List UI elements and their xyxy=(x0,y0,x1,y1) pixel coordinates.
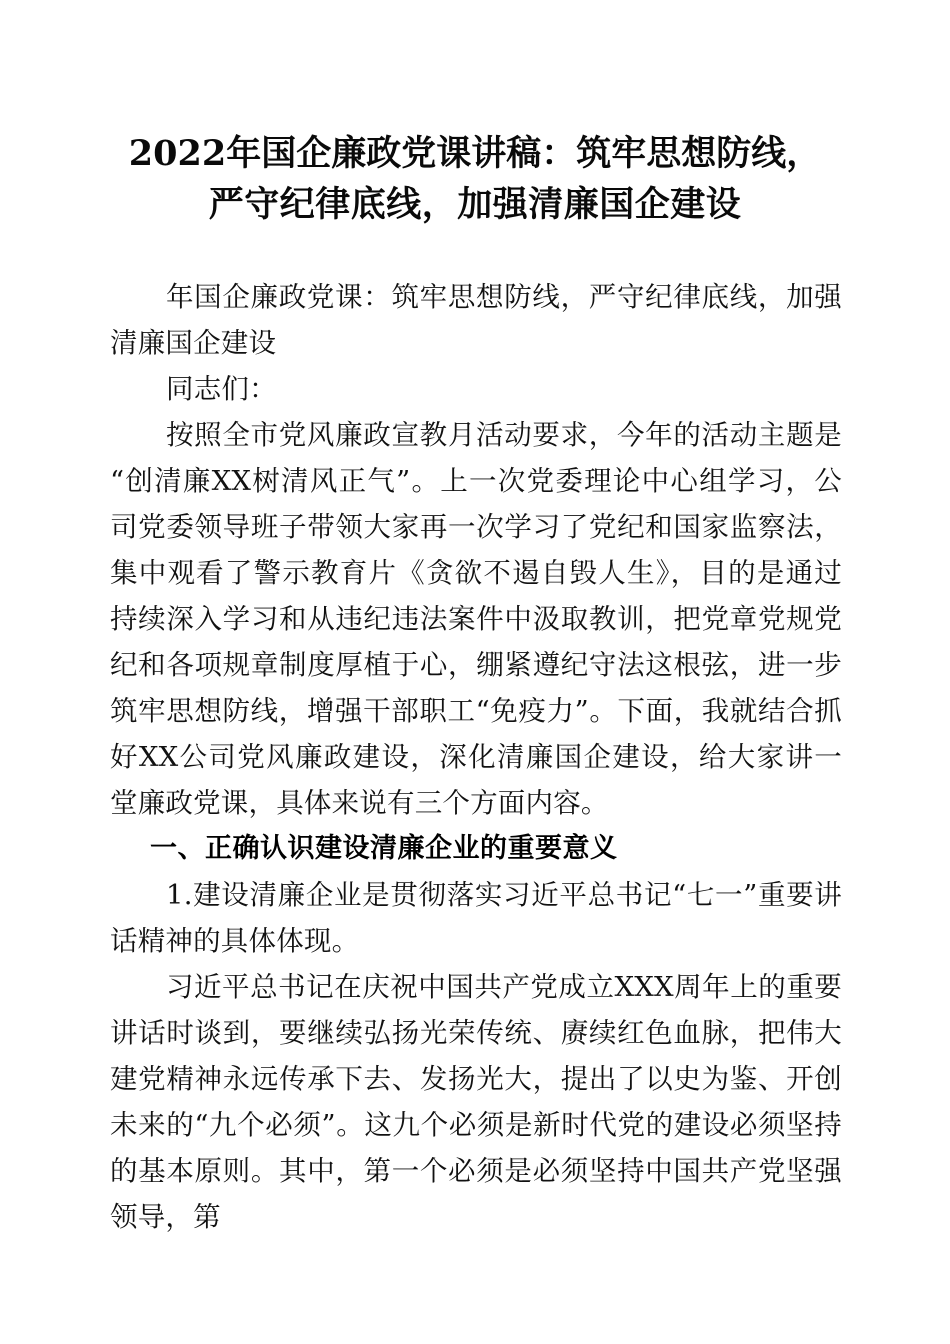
document-title-line-1: 2022年国企廉政党课讲稿：筑牢思想防线， xyxy=(128,133,822,174)
document-body xyxy=(110,274,842,1240)
paragraph-subtitle-repeat: 年国企廉政党课：筑牢思想防线，严守纪律底线，加强清廉国企建设 xyxy=(110,281,842,359)
document-title xyxy=(110,128,840,230)
document-title-line-2: 严守纪律底线，加强清廉国企建设 xyxy=(208,184,742,225)
paragraph-item-1-body: 习近平总书记在庆祝中国共产党成立XXX周年上的重要讲话时谈到，要继续弘扬光荣传统、赓续红色血脉，把伟大建党精神永远传承下去、发扬光大，提出了以史为鉴、开创未来的“九个必须”。这九个必须是新时代党的建设必须坚持的基本原则。其中，第一个必须是必须坚持中国共产党坚强领导，第 xyxy=(110,971,842,1233)
paragraph-opening: 按照全市党风廉政宣教月活动要求，今年的活动主题是“创清廉XX树清风正气”。上一次党委理论中心组学习，公司党委领导班子带领大家再一次学习了党纪和国家监察法，集中观看了警示教育片《贪欲不遏自毁人生》，目的是通过持续深入学习和从违纪违法案件中汲取教训，把党章党规党纪和各项规章制度厚植于心，绷紧遵纪守法这根弦，进一步筑牢思想防线，增强干部职工“免疫力”。下面，我就结合抓好XX公司党风廉政建设，深化清廉国企建设，给大家讲一堂廉政党课，具体来说有三个方面内容。 xyxy=(110,419,842,819)
paragraph-salutation: 同志们： xyxy=(166,373,277,405)
section-heading-1: 一、正确认识建设清廉企业的重要意义 xyxy=(150,833,618,864)
numbered-item-1-number: 1. xyxy=(166,879,193,911)
numbered-item-1 xyxy=(110,872,842,964)
numbered-item-1-text: 建设清廉企业是贯彻落实习近平总书记“七一”重要讲话精神的具体体现。 xyxy=(110,879,842,957)
